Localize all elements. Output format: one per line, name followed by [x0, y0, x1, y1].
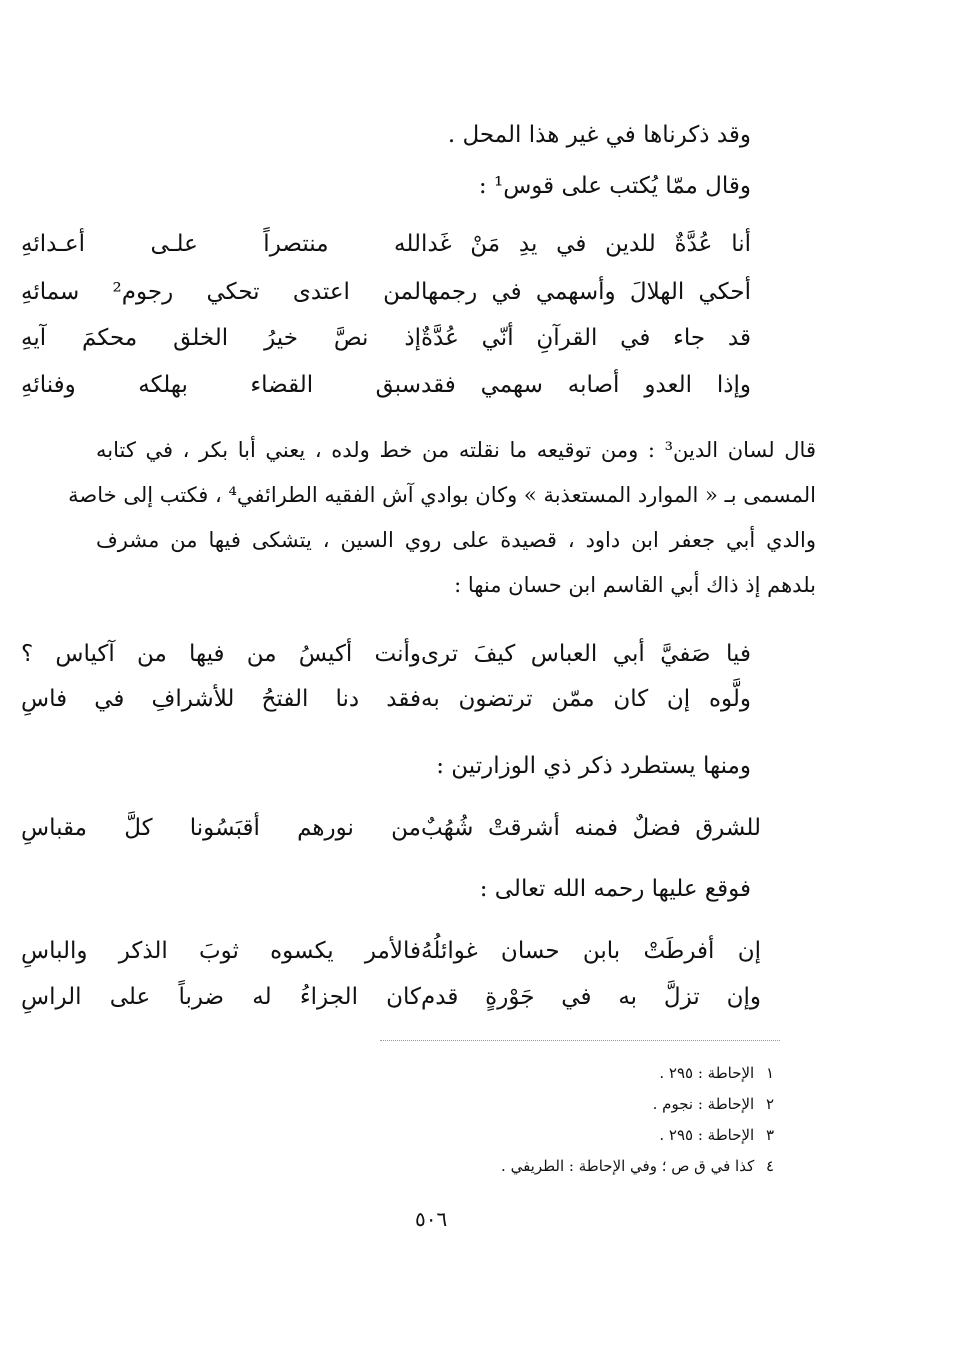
- verse-hemistich-left: فقد دنا الفتحُ للأشرافِ في فاسِ: [21, 686, 421, 712]
- verse-hemistich-right: للشرق فضلٌ فمنه أشرقتْ شُهُبٌ: [421, 815, 761, 841]
- paragraph-line: بلدهم إذ ذاك أبي القاسم ابن حسان منها :: [454, 573, 816, 597]
- verse-hemistich-left: كان الجزاءُ له ضرباً على الراسِ: [21, 984, 421, 1010]
- verse-hemistich-left: لله منتصراً علـى أعـدائهِ: [21, 231, 421, 257]
- verse-hemistich-left: فالأمر يكسوه ثوبَ الذكر والباسِ: [21, 938, 421, 964]
- footnote-number: ٤: [765, 1157, 775, 1175]
- paragraph-line: قال لسان الدين³ : ومن توقيعه ما نقلته من خط ولده ، يعني أبا بكر ، في كتابه: [96, 438, 816, 462]
- verse-hemistich-right: إن أفرطَتْ بابن حسان غوائلُهُ: [421, 938, 761, 964]
- footnote-text: الإحاطة : ٢٩٥ .: [659, 1126, 755, 1144]
- footnote-text: الإحاطة : ٢٩٥ .: [659, 1064, 755, 1082]
- prose-paragraph: [68, 428, 816, 608]
- transition-line-1: ومنها يستطرد ذكر ذي الوزارتين :: [436, 753, 751, 779]
- verse-hemistich-left: لمن اعتدى تحكي رجوم² سمائهِ: [21, 279, 421, 305]
- footnote: [381, 1120, 781, 1151]
- verse-hemistich-left: سبق القضاء بهلكه وفنائهِ: [21, 372, 421, 398]
- verse-hemistich-right: قد جاء في القرآنِ أنّي عُدَّةٌ: [421, 325, 751, 351]
- footnote-divider: [380, 1040, 780, 1041]
- paragraph-line: والدي أبي جعفر ابن داود ، قصيدة على روي السين ، يتشكى فيها من مشرف: [96, 528, 816, 552]
- verse-hemistich-right: أحكي الهلالَ وأسهمي في رجمها: [421, 279, 751, 305]
- verse-hemistich-right: فيا صَفيَّ أبي العباس كيفَ ترى: [421, 641, 751, 667]
- verse-hemistich-right: وإن تزلَّ به في جَوْرةٍ قدم: [421, 984, 761, 1010]
- footnote: [381, 1058, 781, 1089]
- verse-hemistich-left: وأنت أكيسُ من فيها من آكياس ؟: [21, 641, 421, 667]
- page-number: ٥٠٦: [415, 1207, 448, 1231]
- footnote: [381, 1151, 781, 1182]
- verse-hemistich-right: أنا عُدَّةٌ للدين في يدِ مَنْ غَدا: [421, 231, 751, 257]
- verse-hemistich-left: إذ نصَّ خيرُ الخلق محكمَ آيهِ: [21, 325, 421, 351]
- footnote-number: ١: [765, 1064, 775, 1082]
- footnote-number: ٣: [765, 1126, 775, 1144]
- footnote-text: كذا في ق ص ؛ وفي الإحاطة : الطريفي .: [501, 1157, 755, 1175]
- footnote: [381, 1089, 781, 1120]
- intro-line-2: وقال ممّا يُكتب على قوس¹ :: [478, 173, 751, 199]
- transition-line-2: فوقع عليها رحمه الله تعالى :: [479, 876, 751, 902]
- footnote-number: ٢: [765, 1095, 775, 1113]
- verse-hemistich-right: وإذا العدو أصابه سهمي فقد: [421, 372, 751, 398]
- footnotes: [381, 1058, 781, 1182]
- verse-hemistich-left: من نورهم أقبَسُونا كلَّ مقباسِ: [21, 815, 421, 841]
- footnote-text: الإحاطة : نجوم .: [652, 1095, 755, 1113]
- intro-line-1: وقد ذكرناها في غير هذا المحل .: [447, 122, 751, 148]
- paragraph-line: المسمى بـ « الموارد المستعذبة » وكان بوادي آش الفقيه الطرائفي⁴ ، فكتب إلى خاصة: [68, 483, 816, 507]
- verse-hemistich-right: ولَّوه إن كان ممّن ترتضون به: [421, 686, 751, 712]
